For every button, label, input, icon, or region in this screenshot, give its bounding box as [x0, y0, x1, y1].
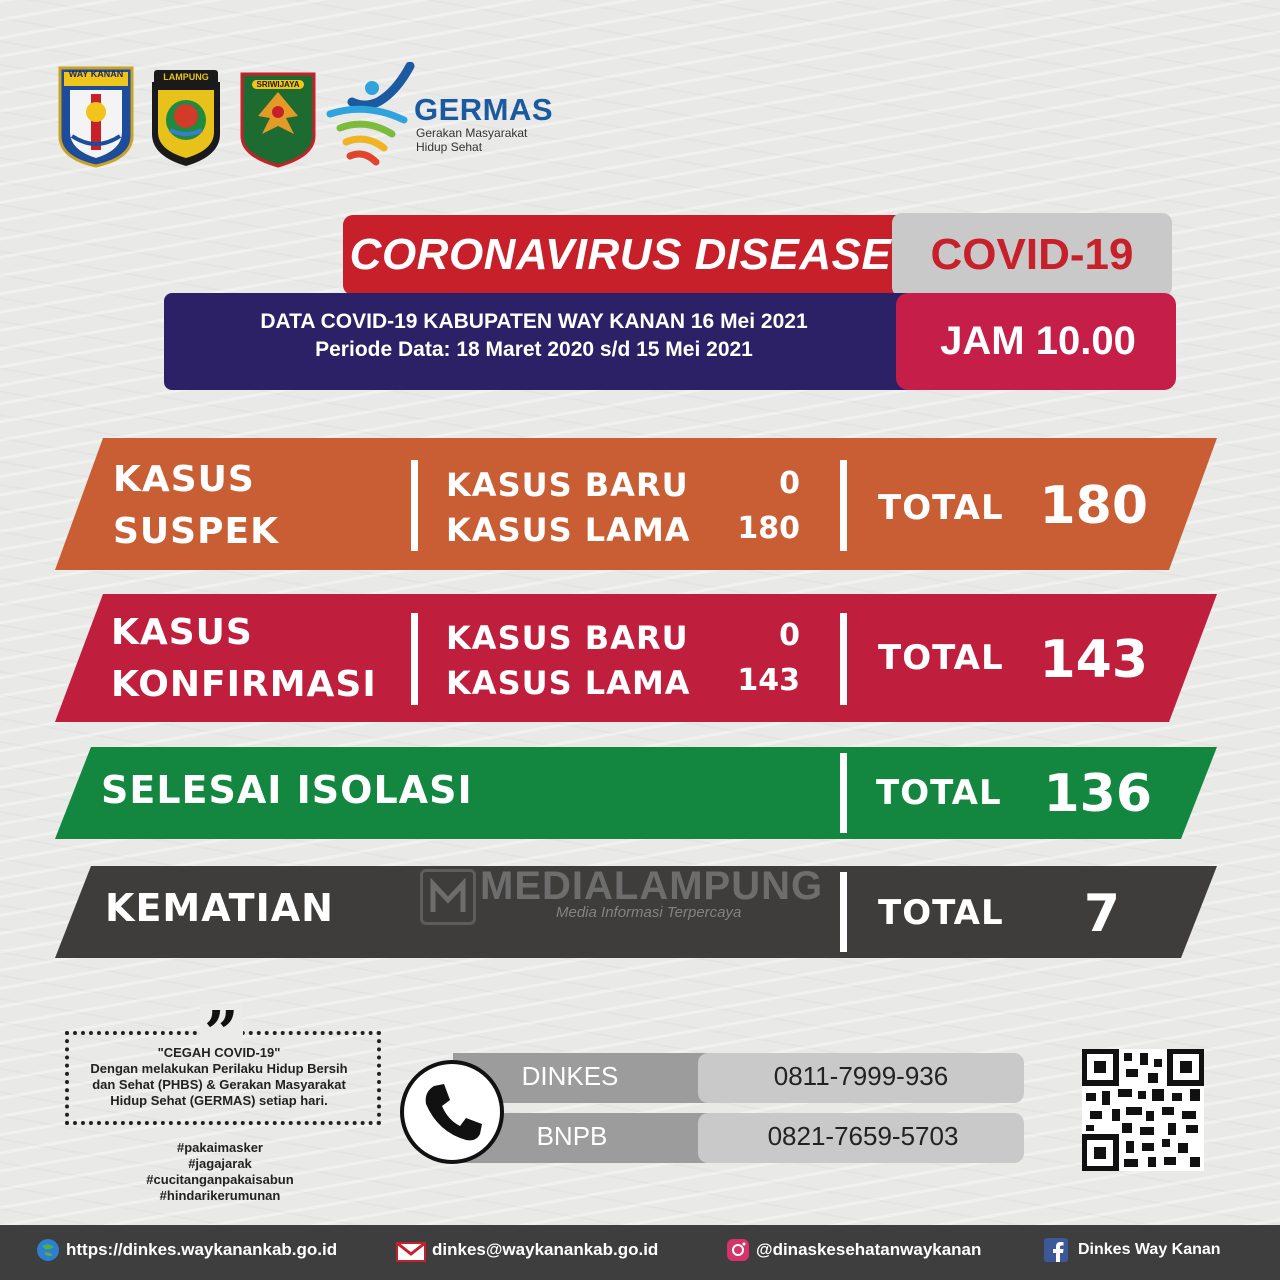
konfirmasi-baru-label: KASUS BARU — [446, 619, 689, 657]
instagram-icon — [726, 1238, 750, 1262]
watermark-subtitle: Media Informasi Terpercaya — [556, 904, 742, 921]
quote-line1: Dengan melakukan Perilaku Hidup Bersih — [90, 1061, 348, 1076]
hashtag-item: #jagajarak — [188, 1156, 252, 1171]
lampung-police-emblem — [148, 68, 224, 168]
selesai-divider — [840, 753, 847, 833]
contact-number-dinkes[interactable]: 0811-7999-936 — [773, 1061, 949, 1091]
watermark-title: MEDIALAMPUNG — [480, 864, 824, 908]
hashtag-item: #cucitanganpakaisabun — [146, 1172, 294, 1187]
konfirmasi-total-value: 143 — [1039, 630, 1148, 690]
suspek-case-labels — [446, 463, 691, 553]
selesai-total-label: TOTAL — [876, 773, 1002, 813]
selesai-total-value: 136 — [1043, 764, 1152, 824]
quote-mark-icon: ” — [200, 1004, 243, 1064]
time-badge-text: JAM 10.00 — [940, 319, 1136, 363]
germas-subtitle — [416, 126, 527, 154]
phone-icon — [400, 1060, 504, 1164]
suspek-case-values — [720, 461, 800, 551]
suspek-label-line2: SUSPEK — [113, 511, 279, 552]
kematian-total-value: 7 — [1083, 884, 1120, 944]
lampung-label: LAMPUNG — [163, 72, 209, 82]
hashtag-list — [110, 1140, 330, 1204]
selesai-label: SELESAI ISOLASI — [101, 768, 473, 812]
konfirmasi-label-line2: KONFIRMASI — [111, 664, 377, 705]
suspek-baru-label: KASUS BARU — [446, 466, 689, 504]
contact-name-bnpb: BNPB — [536, 1121, 608, 1151]
hashtag-item: #hindarikerumunan — [159, 1188, 281, 1203]
page-title: CORONAVIRUS DISEASE — [349, 230, 892, 279]
data-period-line: Periode Data: 18 Maret 2020 s/d 15 Mei 2021 — [315, 338, 753, 361]
kematian-label: KEMATIAN — [105, 886, 334, 930]
kematian-total-label: TOTAL — [878, 893, 1004, 933]
hashtag-item: #pakaimasker — [176, 1140, 263, 1155]
konfirmasi-label-line1: KASUS — [111, 612, 253, 653]
data-date-line: DATA COVID-19 KABUPATEN WAY KANAN 16 Mei 2021 — [260, 310, 808, 333]
globe-icon — [36, 1238, 60, 1262]
suspek-label-line1: KASUS — [113, 459, 255, 500]
facebook-icon — [1044, 1238, 1068, 1262]
konfirmasi-lama-value: 143 — [737, 663, 800, 698]
contact-number-bnpb[interactable]: 0821-7659-5703 — [767, 1121, 959, 1151]
quote-text — [69, 1045, 369, 1109]
data-period-text — [164, 308, 904, 364]
konfirmasi-lama-label: KASUS LAMA — [446, 664, 691, 702]
konfirmasi-total-label: TOTAL — [878, 638, 1004, 678]
quote-title: "CEGAH COVID-19" — [157, 1045, 281, 1060]
suspek-baru-value: 0 — [779, 466, 800, 501]
germas-subtitle-line2: Hidup Sehat — [416, 140, 483, 154]
way-kanan-emblem — [58, 66, 134, 168]
covid-badge-text: COVID-19 — [930, 230, 1134, 279]
suspek-lama-label: KASUS LAMA — [446, 511, 691, 549]
footer-instagram-link[interactable]: @dinaskesehatanwaykanan — [756, 1240, 982, 1259]
watermark-logo-icon — [420, 869, 476, 925]
footer-email-link[interactable]: dinkes@waykanankab.go.id — [432, 1240, 659, 1259]
qr-code-icon[interactable] — [1082, 1049, 1204, 1171]
quote-line3: Hidup Sehat (GERMAS) setiap hari. — [110, 1093, 328, 1108]
germas-subtitle-line1: Gerakan Masyarakat — [416, 126, 528, 140]
footer-facebook-link[interactable]: Dinkes Way Kanan — [1078, 1241, 1221, 1258]
contact-name-dinkes: DINKES — [521, 1061, 619, 1091]
konfirmasi-case-labels — [446, 616, 691, 706]
konfirmasi-baru-value: 0 — [779, 618, 800, 653]
konfirmasi-case-values — [720, 613, 800, 703]
suspek-total-label: TOTAL — [878, 488, 1004, 528]
suspek-label — [113, 454, 279, 558]
kematian-divider — [840, 872, 847, 952]
suspek-lama-value: 180 — [737, 511, 800, 546]
konfirmasi-divider-2 — [840, 613, 847, 705]
konfirmasi-divider-1 — [411, 613, 418, 705]
footer-website-link[interactable]: https://dinkes.waykanankab.go.id — [66, 1240, 338, 1259]
mail-icon — [396, 1242, 426, 1262]
suspek-divider-1 — [411, 460, 418, 551]
way-kanan-label: WAY KANAN — [68, 69, 124, 79]
sriwijaya-label: SRIWIJAYA — [252, 80, 304, 89]
konfirmasi-label — [111, 607, 377, 711]
quote-line2: dan Sehat (PHBS) & Gerakan Masyarakat — [92, 1077, 346, 1092]
germas-title: GERMAS — [414, 92, 554, 127]
germas-logo-mark — [326, 62, 418, 175]
suspek-divider-2 — [840, 460, 847, 551]
suspek-total-value: 180 — [1039, 476, 1148, 536]
